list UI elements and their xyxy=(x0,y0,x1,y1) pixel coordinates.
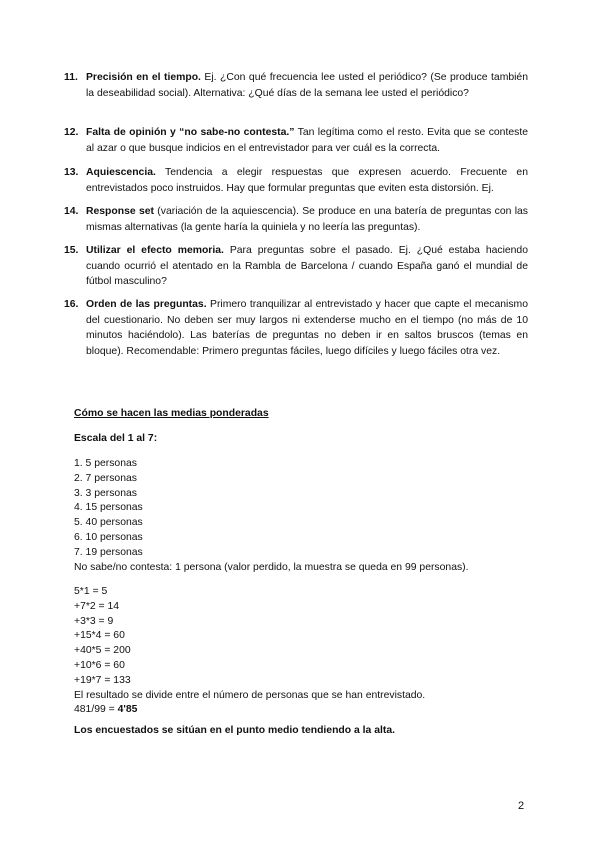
item-text: Tan legítima como el resto. Evita que se conteste al azar o que busque indicios en el entrevistador para ver cuál es la correcta. xyxy=(86,127,528,154)
calc-line: 5*1 = 5 xyxy=(74,586,108,597)
calc-line: +10*6 = 60 xyxy=(74,659,125,671)
item-number: 13. xyxy=(64,167,79,178)
list-item: 6. 10 personas xyxy=(74,531,143,543)
item-text: Ej. ¿Con qué frecuencia lee usted el periódico? (Se produce también la deseabilidad social). Alternativa: ¿Qué días de la semana lee usted el periódico? xyxy=(86,72,528,99)
item-text: Tendencia a elegir respuestas que expresen acuerdo. Frecuente en entrevistados poco instruidos. Hay que formular preguntas que eviten esta distorsión. Ej. xyxy=(86,167,528,194)
calc-line: +19*7 = 133 xyxy=(74,674,131,686)
item-title: Utilizar el efecto memoria. xyxy=(86,245,224,256)
calc-line: +15*4 = 60 xyxy=(74,630,125,642)
calculation-block xyxy=(74,585,425,718)
result-line xyxy=(74,703,425,718)
calc-line: +40*5 = 200 xyxy=(74,645,131,657)
ns-nc-note: No sabe/no contesta: 1 persona (valor perdido, la muestra se queda en 99 personas). xyxy=(74,561,469,573)
item-title: Aquiescencia. xyxy=(86,167,156,178)
list-item: 7. 19 personas xyxy=(74,546,143,558)
section-title: Cómo se hacen las medias ponderadas xyxy=(74,408,269,419)
item-title: Orden de las preguntas. xyxy=(86,299,207,310)
list-item: 3. 3 personas xyxy=(74,487,137,499)
scale-list xyxy=(74,457,469,575)
list-item: 2. 7 personas xyxy=(74,472,137,484)
result-prefix: 481/99 = xyxy=(74,704,118,716)
calc-line: +7*2 = 14 xyxy=(74,600,120,612)
result-value: 4'85 xyxy=(117,704,138,716)
page-number: 2 xyxy=(518,800,525,812)
item-title: Precisión en el tiempo. xyxy=(86,72,201,83)
list-item-12 xyxy=(64,125,528,156)
item-title: Response set xyxy=(86,206,154,217)
item-number: 14. xyxy=(64,206,79,217)
list-item: 5. 40 personas xyxy=(74,517,143,529)
conclusion: Los encuestados se sitúan en el punto medio tendiendo a la alta. xyxy=(74,725,396,736)
calc-line: +3*3 = 9 xyxy=(74,615,114,627)
list-item-14 xyxy=(64,204,528,235)
list-item-16 xyxy=(64,297,528,359)
list-item: 1. 5 personas xyxy=(74,458,137,469)
list-item-13 xyxy=(64,165,528,196)
divide-note: El resultado se divide entre el número de personas que se han entrevistado. xyxy=(74,689,426,701)
item-text: (variación de la aquiescencia). Se produce en una batería de preguntas con las mismas alternativas (la gente haría la quiniela y no leería las preguntas). xyxy=(86,206,528,233)
item-number: 15. xyxy=(64,245,79,256)
item-number: 12. xyxy=(64,127,79,138)
item-number: 16. xyxy=(64,299,79,310)
list-item-11 xyxy=(64,70,528,101)
item-text: Para preguntas sobre el pasado. Ej. ¿Qué estaba haciendo cuando ocurrió el atentado en la Rambla de Barcelona / cuando España ganó el mundial de fútbol masculino? xyxy=(86,245,528,287)
item-title: Falta de opinión y “no sabe-no contesta.” xyxy=(86,127,295,138)
list-item-15 xyxy=(64,243,528,290)
item-text: Primero tranquilizar al entrevistado y hacer que capte el mecanismo del cuestionario. No deben ser muy largos ni extenderse mucho en el tiempo (no más de 10 minutos haciéndolo). Las baterías de preguntas no deben ir en saltos bruscos (temas en bloque). Recomendable: Primero preguntas fáciles, luego difíciles y luego fáciles otra vez. xyxy=(86,299,528,357)
item-number: 11. xyxy=(64,72,78,83)
list-item: 4. 15 personas xyxy=(74,502,143,514)
scale-title: Escala del 1 al 7: xyxy=(74,433,158,444)
